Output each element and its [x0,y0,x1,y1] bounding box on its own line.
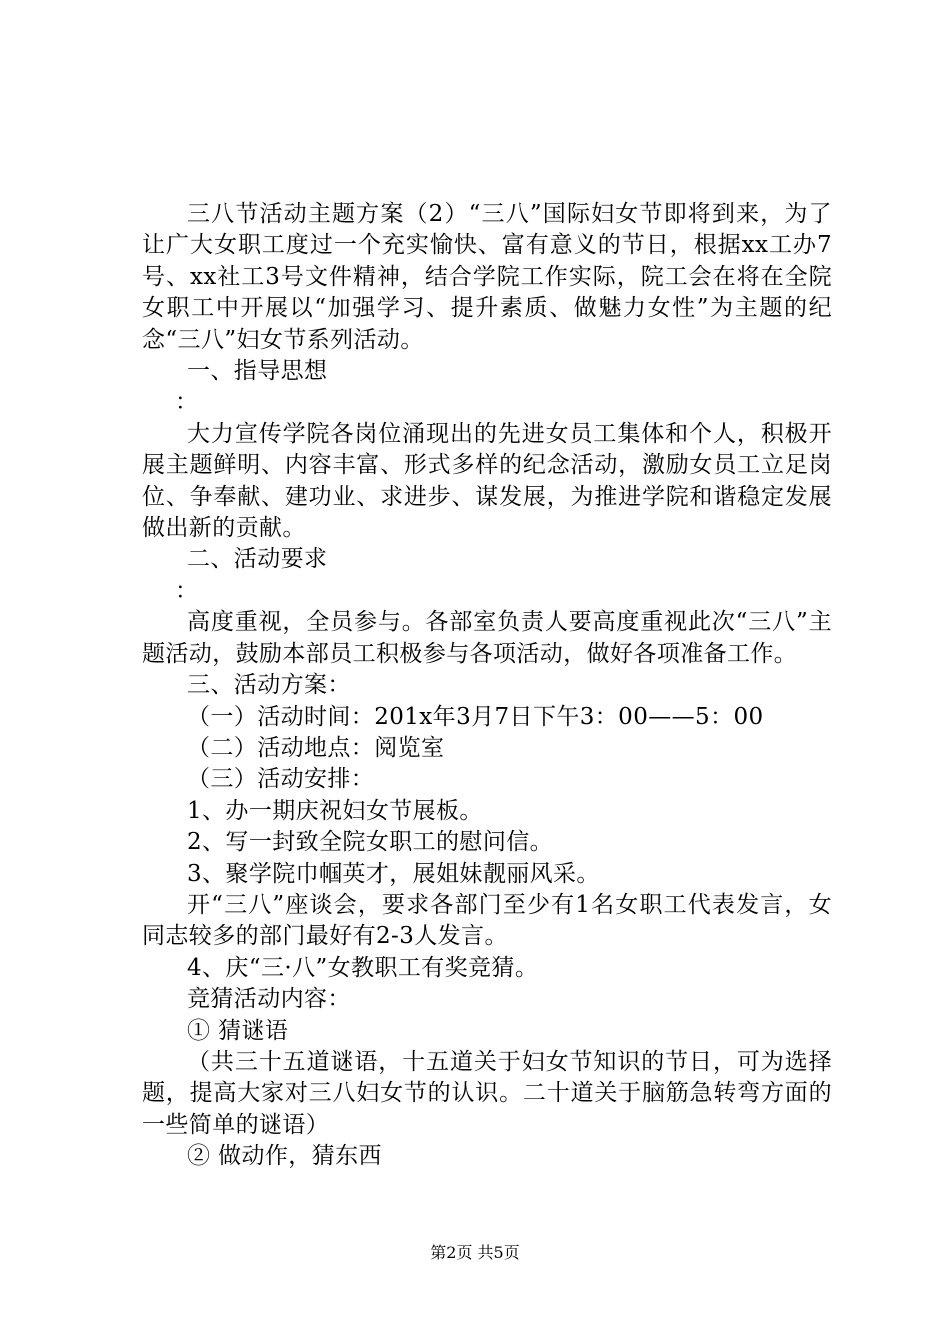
arrangement-item: 1、办一期庆祝妇女节展板。 [187,797,483,824]
quiz-content-heading: 竞猜活动内容： [187,986,351,1013]
plan-time-line: （一）活动时间：201x年3月7日下午3：00——5：00 [187,703,764,730]
arrangement-item: 3、聚学院巾帼英才，展姐妹靓丽风采。 [187,860,600,887]
guiding-ideology-paragraph: 大力宣传学院各岗位涌现出的先进女员工集体和个人，积极开展主题鲜明、内容丰富、形式多样的纪念活动，激励女员工立足岗位、争奉献、建功业、求进步、谋发展，为推进学院和谐稳定发展做出新的贡献。 [142,420,832,542]
document-body [142,199,832,1173]
plan-arrangement-line: （三）活动安排： [187,766,375,793]
quiz-item: ① 猜谜语 [187,1017,289,1044]
colon-line: ： [175,389,199,416]
quiz-riddle-description: （共三十五道谜语，十五道关于妇女节知识的节日，可为选择题，提高大家对三八妇女节的认识。二十道关于脑筋急转弯方面的一些简单的谜语） [142,1048,832,1138]
section-heading-plan: 三、活动方案： [187,672,351,699]
symposium-paragraph: 开“三八”座谈会，要求各部门至少有1名女职工代表发言，女同志较多的部门最好有2-3人发言。 [142,891,832,950]
requirements-paragraph: 高度重视，全员参与。各部室负责人要高度重视此次“三八”主题活动，鼓励本部员工积极参与各项活动，做好各项准备工作。 [142,609,832,667]
intro-paragraph: 三八节活动主题方案（2）“三八”国际妇女节即将到来，为了让广大女职工度过一个充实愉快、富有意义的节日，根据xx工办7号、xx社工3号文件精神，结合学院工作实际，院工会在将在全院女职工中开展以“加强学习、提升素质、做魅力女性”为主题的纪念“三八”妇女节系列活动。 [142,201,832,353]
colon-line: ： [175,577,199,604]
quiz-item: ② 做动作，猜东西 [187,1143,382,1170]
arrangement-item: 4、庆“三·八”女教职工有奖竞猜。 [187,954,539,981]
page-footer: 第2页 共5页 [430,1243,520,1262]
section-heading-requirements: 二、活动要求 [187,546,328,573]
plan-location-line: （二）活动地点：阅览室 [187,734,445,761]
section-heading-guiding-ideology: 一、指导思想 [187,358,328,385]
arrangement-item: 2、写一封致全院女职工的慰问信。 [187,829,554,856]
